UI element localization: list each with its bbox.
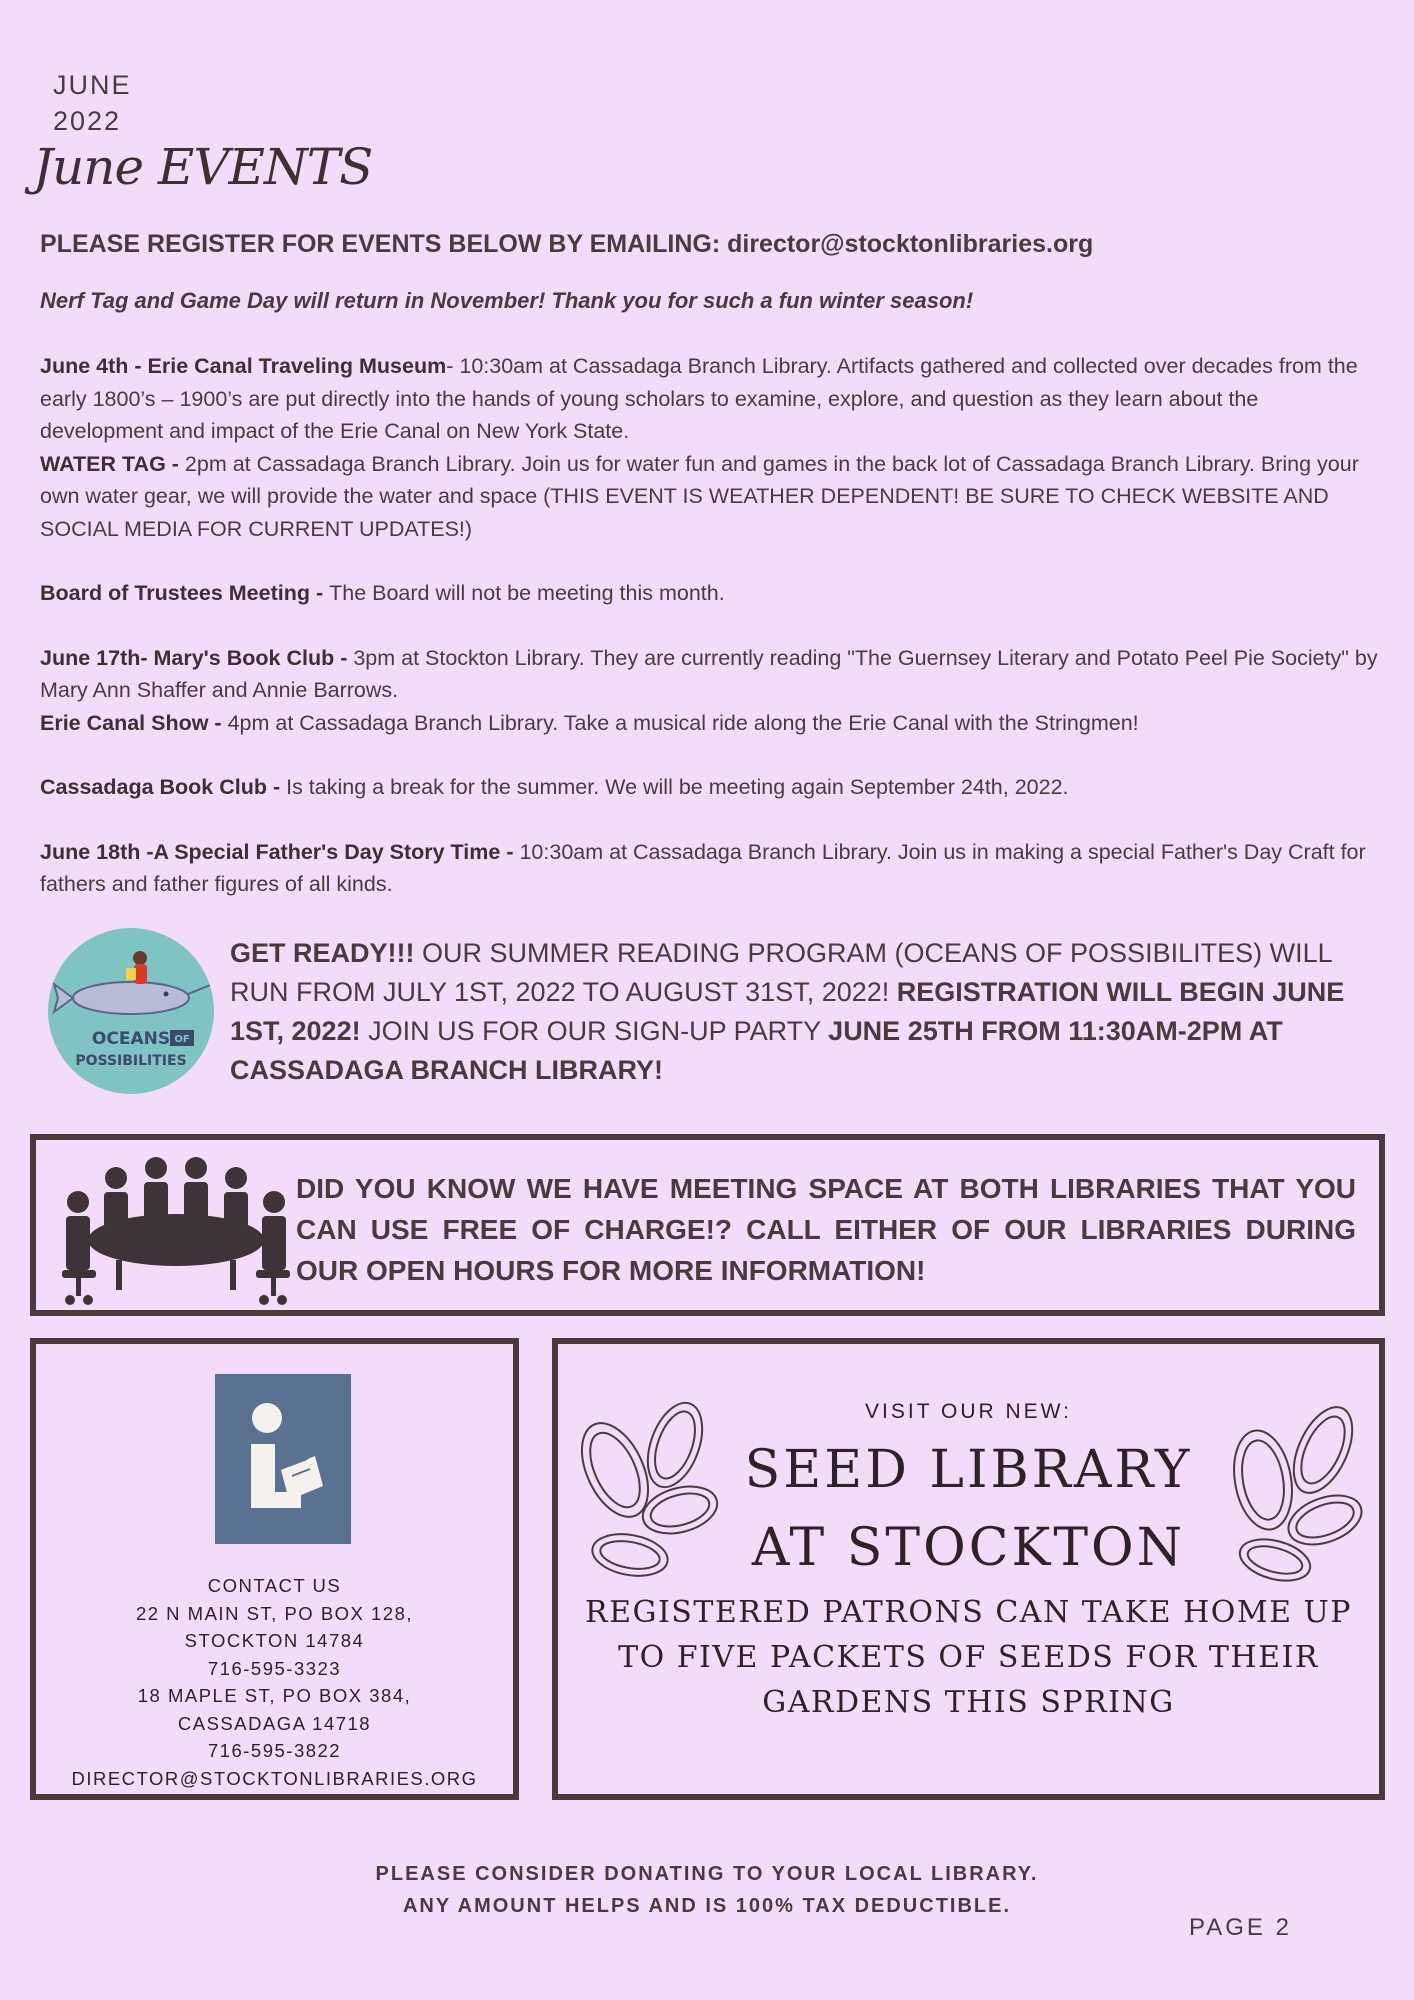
contact-line: 18 MAPLE ST, PO BOX 384,	[137, 1685, 412, 1706]
seed-title-line2: AT STOCKTON	[751, 1518, 1186, 1578]
page-title: June EVENTS	[33, 138, 373, 196]
contact-line: CASSADAGA 14718	[177, 1712, 372, 1734]
summer-reading-bold-1: GET READY!!!	[230, 938, 415, 968]
event-title: June 17th- Mary's Book Club -	[40, 645, 354, 670]
donation-line2: ANY AMOUNT HELPS AND IS 100% TAX DEDUCTIBLE.	[402, 1895, 1012, 1917]
event-item	[40, 350, 1385, 448]
contact-line: 716-595-3822	[207, 1740, 342, 1761]
contact-line: 716-595-3323	[207, 1657, 342, 1679]
event-text: 3pm at Stockton Library. They are currently reading "The Guernsey Literary and Potato Peel Pie Society" by Mary Ann Shaffer and Annie Barrows.	[40, 645, 1378, 702]
summer-reading-text-2: OUR SUMMER READING PROGRAM (OCEANS OF POSSIBILITES) WILL RUN FROM JULY 1ST, 2022 TO AUGUST 31ST, 2022!	[230, 938, 1332, 1007]
contact-box	[30, 1338, 519, 1800]
summer-reading-text	[230, 934, 1370, 1090]
register-instructions: PLEASE REGISTER FOR EVENTS BELOW BY EMAILING: director@stocktonlibraries.org	[40, 230, 1094, 258]
page-number: PAGE 2	[1189, 1914, 1292, 1941]
seed-visit-label: VISIT OUR NEW:	[865, 1400, 1072, 1423]
event-text: - 10:30am at Cassadaga Branch Library. Artifacts gathered and collected over decades from the early 1800’s – 1900’s are put directly into the hands of young scholars to examine, explore, and question as they learn about the development and impact of the Erie Canal on New York State.	[40, 354, 1358, 443]
event-text: 2pm at Cassadaga Branch Library. Join us for water fun and games in the back lot of Cassadaga Branch Library. Bring your own water gear, we will provide the water and space (THIS EVENT IS WEATHER DEPENDENT! BE SURE TO CHECK WEBSITE AND SOCIAL MEDIA FOR CURRENT UPDATES!)	[40, 451, 1359, 541]
contact-line: 22 N MAIN ST, PO BOX 128,	[135, 1602, 414, 1624]
event-text: Is taking a break for the summer. We will be meeting again September 24th, 2022.	[286, 775, 1069, 799]
narwhal-icon	[48, 928, 214, 1094]
event-item	[40, 448, 1385, 546]
event-item	[40, 577, 1385, 610]
library-reader-icon	[215, 1374, 351, 1544]
event-item	[40, 771, 1385, 804]
oceans-of-possibilities-badge	[48, 928, 214, 1094]
contact-details	[36, 1572, 513, 1792]
summer-reading-bold-5: JUNE 25TH FROM 11:30AM-2PM AT CASSADAGA BRANCH LIBRARY!	[230, 1016, 1283, 1085]
badge-of: OF	[174, 1034, 190, 1045]
contact-line: STOCKTON 14784	[184, 1630, 365, 1651]
contact-heading: CONTACT US	[207, 1575, 342, 1596]
donation-line1: PLEASE CONSIDER DONATING TO YOUR LOCAL LIBRARY.	[375, 1863, 1039, 1885]
event-title: WATER TAG -	[40, 451, 185, 476]
event-item	[40, 707, 1385, 740]
event-text: 4pm at Cassadaga Branch Library. Take a musical ride along the Erie Canal with the Stringmen!	[227, 710, 1139, 735]
event-title: June 4th - Erie Canal Traveling Museum	[40, 354, 447, 378]
meeting-space-text: DID YOU KNOW WE HAVE MEETING SPACE AT BOTH LIBRARIES THAT YOU CAN USE FREE OF CHARGE!? CALL EITHER OF OUR LIBRARIES DURING OUR OPEN HOURS FOR MORE INFORMATION!	[296, 1173, 1356, 1286]
header-year: 2022	[53, 106, 122, 136]
header-month: JUNE	[53, 70, 132, 100]
badge-line2: POSSIBILITIES	[75, 1053, 187, 1069]
donation-note	[0, 1858, 1414, 1922]
events-list	[40, 350, 1385, 901]
nerf-note: Nerf Tag and Game Day will return in November! Thank you for such a fun winter season!	[40, 288, 974, 313]
library-logo	[215, 1374, 351, 1544]
contact-email: DIRECTOR@STOCKTONLIBRARIES.ORG	[71, 1767, 478, 1789]
event-item	[40, 642, 1385, 707]
summer-reading-bold-3: REGISTRATION WILL BEGIN JUNE 1ST, 2022!	[230, 977, 1345, 1046]
summer-reading-text-4: JOIN US FOR OUR SIGN-UP PARTY	[360, 1016, 829, 1046]
badge-line1: OCEANS	[91, 1029, 171, 1049]
seed-library-box	[552, 1338, 1385, 1800]
seed-title-line1: SEED LIBRARY	[744, 1440, 1193, 1500]
meeting-space-box	[30, 1134, 1385, 1316]
seed-body-text: REGISTERED PATRONS CAN TAKE HOME UP TO FIVE PACKETS OF SEEDS FOR THEIR GARDENS THIS SPRING	[585, 1595, 1352, 1720]
event-text: The Board will not be meeting this month.	[329, 581, 725, 605]
meeting-table-icon	[56, 1150, 296, 1310]
event-text: 10:30am at Cassadaga Branch Library. Join us in making a special Father's Day Craft for fathers and father figures of all kinds.	[40, 839, 1366, 896]
event-title: Erie Canal Show -	[40, 710, 228, 735]
event-title: June 18th -A Special Father's Day Story Time -	[40, 839, 520, 864]
event-title: Board of Trustees Meeting -	[40, 581, 330, 605]
event-item	[40, 836, 1385, 901]
event-title: Cassadaga Book Club -	[40, 775, 287, 799]
